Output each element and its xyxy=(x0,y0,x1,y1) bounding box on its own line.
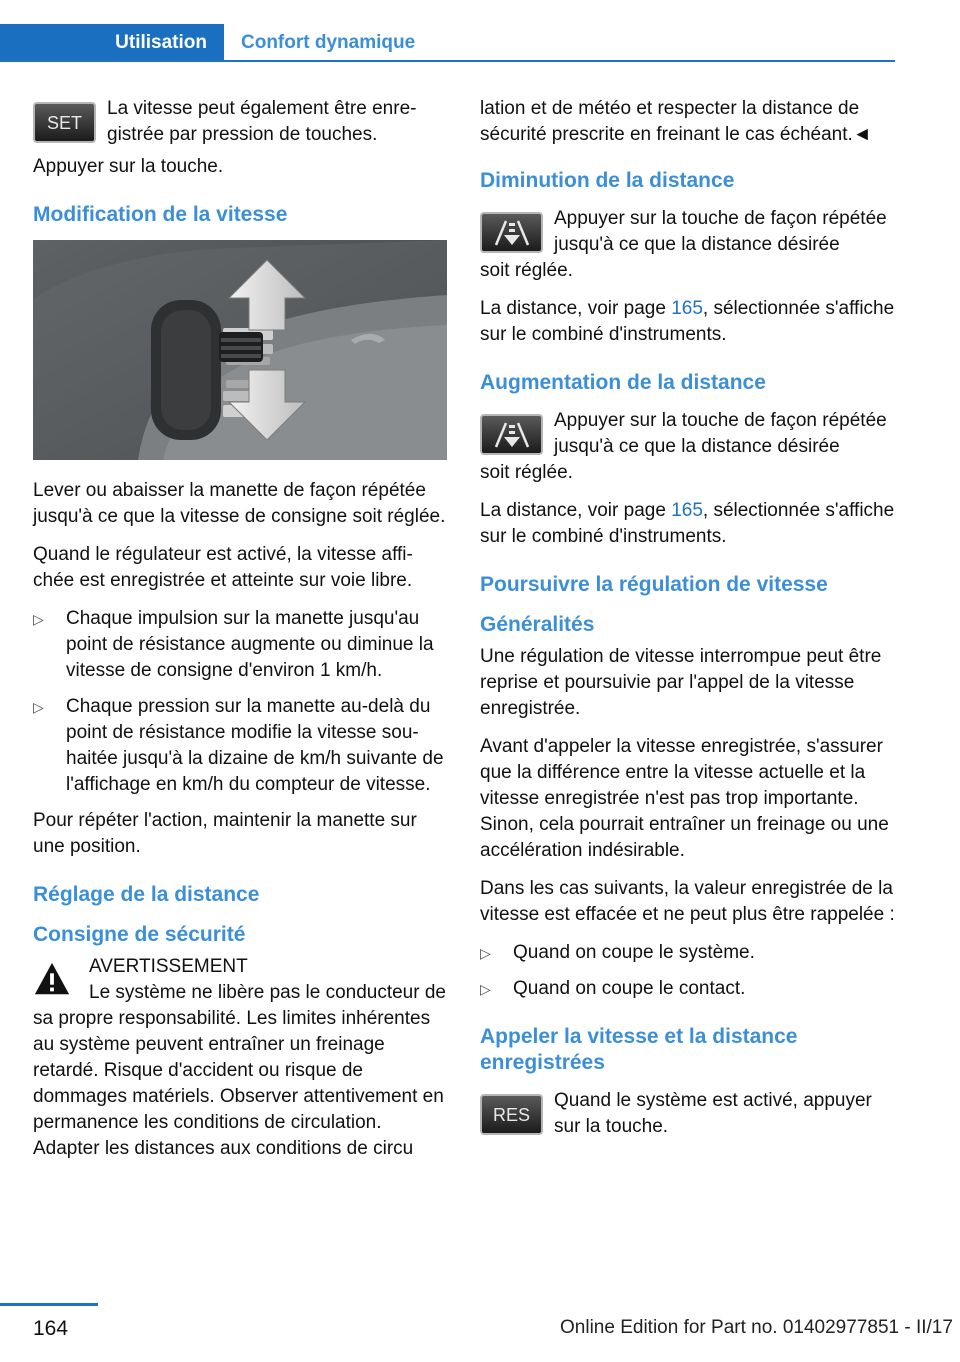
list-item-text: Chaque pression sur la manette au-delà du point de résistance modifie la vitesse souhaitée jusqu'à la dizaine de km/h suivante de l'affichage en km/h du compteur de vitesse. xyxy=(66,696,444,795)
heading-reglage: Réglage de la distance xyxy=(33,883,260,906)
header-tabs xyxy=(0,24,895,62)
page-link-165[interactable]: 165 xyxy=(671,298,703,319)
heading-generalites: Généralités xyxy=(480,613,595,636)
list-item-text: Quand on coupe le contact. xyxy=(513,978,746,999)
distance-decrease-key-icon xyxy=(480,212,543,253)
distance-page-text-b xyxy=(480,498,895,550)
text-fragment: , sélectionnée s'affiche sur le combiné d'instruments. xyxy=(480,500,895,547)
set-key-icon: SET xyxy=(33,102,96,143)
heading-augmentation: Augmentation de la distance xyxy=(480,371,766,394)
list-item xyxy=(33,694,447,798)
tab-utilisation[interactable]: Utilisation xyxy=(0,24,224,62)
tab-confort-dynamique[interactable]: Confort dynamique xyxy=(241,32,416,53)
steering-wheel-lever-image xyxy=(33,240,447,460)
avant-text: Avant d'appeler la vitesse enregistrée, s'assurer que la différence entre la vitesse actuelle et la vitesse enregistrée n'est pas trop importante. Sinon, cela pourrait entraîner un freinage ou une accélération indésirable. xyxy=(480,736,889,861)
triangle-bullet-icon: ▷ xyxy=(480,981,491,997)
press-key-text: Appuyer sur la touche. xyxy=(33,156,224,177)
page-link-165[interactable]: 165 xyxy=(671,500,703,521)
augmentation-text-end: soit réglée. xyxy=(480,462,573,483)
right-bullet-list xyxy=(480,940,895,1002)
list-item-text: Chaque impulsion sur la manette jusqu'au point de résistance augmente ou diminue la vitesse de consigne d'environ 1 km/h. xyxy=(66,608,434,681)
generalites-text: Une régulation de vitesse interrompue peut être reprise et poursuivie par l'appel de la vitesse enregistrée. xyxy=(480,646,882,719)
augmentation-text: Appuyer sur la touche de façon répétée jusqu'à ce que la distance désirée xyxy=(554,410,887,457)
left-bullet-list xyxy=(33,606,447,798)
warning-block xyxy=(33,954,447,1162)
text-fragment: La distance, voir page xyxy=(480,500,672,521)
page-number: 164 xyxy=(33,1317,69,1340)
diminution-text-end: soit réglée. xyxy=(480,260,573,281)
text-fragment: , sélectionnée s'affiche sur le combiné d'instruments. xyxy=(480,298,895,345)
list-item-text: Quand on coupe le système. xyxy=(513,942,755,963)
heading-diminution: Diminution de la distance xyxy=(480,169,735,192)
res-key-icon: RES xyxy=(480,1094,543,1135)
triangle-bullet-icon: ▷ xyxy=(480,945,491,961)
distance-page-text-a xyxy=(480,296,895,348)
set-key-text: La vitesse peut également être enregistrée par pression de touches. xyxy=(107,98,417,145)
res-text: Quand le système est activé, appuyer sur la touche. xyxy=(554,1090,872,1137)
diminution-row xyxy=(480,206,895,258)
right-column xyxy=(480,96,895,1146)
warning-text: Le système ne libère pas le conducteur de sa propre responsabilité. Les limites inhérentes au système peuvent entraîner un freinage retardé. Risque d'accident ou risque de dommages matériels. Observer attentivement en permanence les conditions de circulation. Adapter les distances aux conditions de circu xyxy=(33,982,446,1159)
repeat-text: Pour répéter l'action, maintenir la manette sur une position. xyxy=(33,810,417,857)
list-item xyxy=(480,940,895,966)
lever-text: Lever ou abaisser la manette de façon répétée jusqu'à ce que la vitesse de consigne soit réglée. xyxy=(33,480,446,527)
when-active-text: Quand le régulateur est activé, la vitesse affichée est enregistrée et atteinte sur voie libre. xyxy=(33,544,413,591)
set-key-row xyxy=(33,96,447,148)
heading-consigne: Consigne de sécurité xyxy=(33,923,246,946)
continued-text: lation et de météo et respecter la distance de sécurité prescrite en freinant le cas échéant.◄ xyxy=(480,98,872,145)
header-rule xyxy=(0,60,895,62)
edition-text: Online Edition for Part no. 01402977851 - II/17 xyxy=(560,1317,953,1338)
diminution-text: Appuyer sur la touche de façon répétée jusqu'à ce que la distance désirée xyxy=(554,208,887,255)
heading-poursuivre: Poursuivre la régulation de vitesse xyxy=(480,573,828,596)
triangle-bullet-icon: ▷ xyxy=(33,699,44,715)
footer-rule xyxy=(0,1303,98,1306)
list-item xyxy=(480,976,895,1002)
heading-modification: Modification de la vitesse xyxy=(33,203,288,226)
triangle-bullet-icon: ▷ xyxy=(33,611,44,627)
distance-increase-key-icon xyxy=(480,414,543,455)
res-key-row xyxy=(480,1088,895,1140)
list-item xyxy=(33,606,447,684)
augmentation-row xyxy=(480,408,895,460)
warning-title: AVERTISSEMENT xyxy=(89,956,248,977)
heading-appeler: Appeler la vitesse et la distance enregistrées xyxy=(480,1025,798,1074)
cas-text: Dans les cas suivants, la valeur enregistrée de la vitesse est effacée et ne peut plus être rappelée : xyxy=(480,878,895,925)
text-fragment: La distance, voir page xyxy=(480,298,672,319)
warning-triangle-icon xyxy=(33,960,71,998)
left-column xyxy=(33,96,447,1162)
